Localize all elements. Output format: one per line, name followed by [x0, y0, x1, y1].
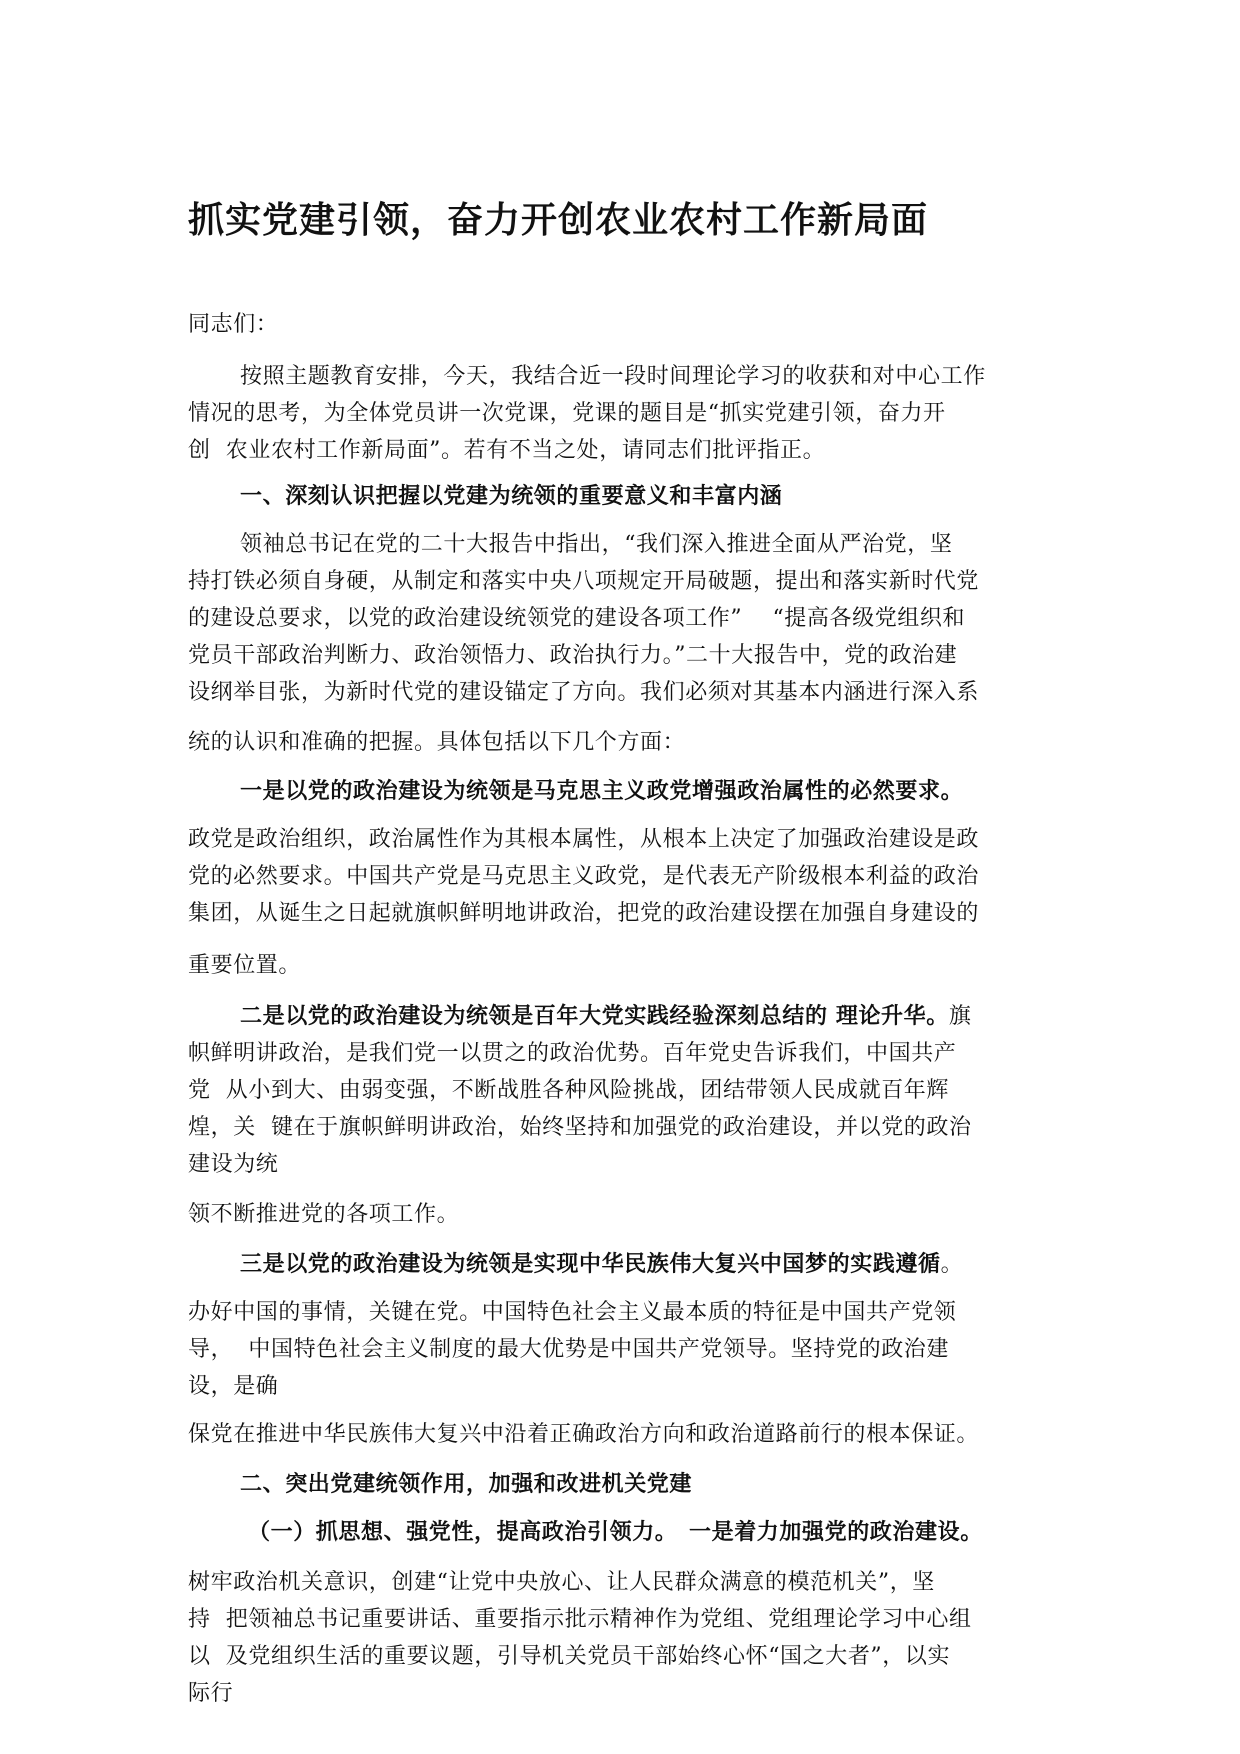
line-text: 情况的思考，为全体党员讲一次党课，党课的题目是“抓实党建引领，奋力开: [188, 401, 946, 426]
paragraph-line: [240, 358, 1110, 395]
line-text: 领不断推进党的各项工作。: [188, 1202, 460, 1227]
line-text: 党的必然要求。中国共产党是马克思主义政党，是代表无产阶级根本利益的政治: [188, 864, 980, 889]
line-text: 一是以党的政治建设为统领是马克思主义政党增强政治属性的必然要求。: [240, 778, 964, 804]
line-text: 以 及党组织生活的重要议题，引导机关党员干部始终心怀“国之大者”，以实: [188, 1644, 951, 1669]
paragraph-line: [188, 895, 1058, 932]
section-heading-line: [240, 1466, 1110, 1503]
line-text: 持打铁必须自身硬，从制定和落实中央八项规定开局破题，提出和落实新时代党: [188, 569, 980, 594]
paragraph-line: [188, 1601, 1058, 1638]
paragraph-line: [188, 306, 1058, 343]
paragraph-line: [188, 1035, 1058, 1072]
line-text: 设纲举目张，为新时代党的建设锚定了方向。我们必须对其基本内涵进行深入系: [188, 680, 980, 705]
line-text: 重要位置。: [188, 953, 302, 978]
line-text: （一）抓思想、强党性，提高政治引领力。 一是着力加强党的政治建设。: [248, 1519, 983, 1545]
paragraph-line: [188, 1564, 1058, 1601]
section-heading-line: [240, 998, 1110, 1035]
line-text: 建设为统: [188, 1152, 279, 1177]
paragraph-line: [188, 1294, 1058, 1331]
section-heading-line: [240, 478, 1110, 515]
paragraph-line: [188, 1331, 1058, 1368]
paragraph-line: [188, 1416, 1058, 1453]
paragraph-line: [188, 674, 1058, 711]
paragraph-line: [188, 1675, 1058, 1712]
line-text: 创 农业农村工作新局面”。若有不当之处，请同志们批评指正。: [188, 438, 826, 463]
line-text: 二、突出党建统领作用，加强和改进机关党建: [240, 1471, 693, 1497]
paragraph-line: [188, 1109, 1058, 1146]
paragraph-line: [188, 432, 1058, 469]
line-text: 设，是确: [188, 1374, 279, 1399]
paragraph-line: [188, 858, 1058, 895]
line-text: 二是以党的政治建设为统领是百年大党实践经验深刻总结的 理论升华。: [240, 1003, 949, 1029]
line-text: 际行: [188, 1681, 234, 1706]
line-text: 一、深刻认识把握以党建为统领的重要意义和丰富内涵: [240, 483, 783, 509]
line-tail-text: 。: [940, 1252, 964, 1277]
section-heading-line: [248, 1514, 1118, 1551]
paragraph-line: [188, 821, 1058, 858]
line-text: 三是以党的政治建设为统领是实现中华民族伟大复兴中国梦的实践遵循: [240, 1251, 941, 1277]
line-text: 导， 中国特色社会主义制度的最大优势是中国共产党领导。坚持党的政治建: [188, 1337, 949, 1362]
line-text: 的建设总要求，以党的政治建设统领党的建设各项工作” “提高各级党组织和: [188, 606, 966, 631]
paragraph-line: [188, 1072, 1058, 1109]
line-text: 政党是政治组织，政治属性作为其根本属性，从根本上决定了加强政治建设是政: [188, 827, 980, 852]
line-text: 集团，从诞生之日起就旗帜鲜明地讲政治，把党的政治建设摆在加强自身建设的: [188, 901, 980, 926]
paragraph-line: [240, 526, 1110, 563]
paragraph-line: [188, 1196, 1058, 1233]
section-heading-line: [240, 773, 1110, 810]
line-text: 持 把领袖总书记重要讲话、重要指示批示精神作为党组、党组理论学习中心组: [188, 1607, 972, 1632]
line-tail-text: 旗: [948, 1004, 972, 1029]
paragraph-line: [188, 395, 1058, 432]
paragraph-line: [188, 1368, 1058, 1405]
paragraph-line: [188, 1146, 1058, 1183]
paragraph-line: [188, 1638, 1058, 1675]
line-text: 按照主题教育安排，今天，我结合近一段时间理论学习的收获和对中心工作: [240, 364, 986, 389]
line-text: 领袖总书记在党的二十大报告中指出，“我们深入推进全面从严治党，坚: [240, 532, 953, 557]
document-title: 抓实党建引领，奋力开创农业农村工作新局面: [188, 200, 929, 241]
paragraph-line: [188, 563, 1058, 600]
line-text: 保党在推进中华民族伟大复兴中沿着正确政治方向和政治道路前行的根本保证。: [188, 1422, 980, 1447]
line-text: 办好中国的事情，关键在党。中国特色社会主义最本质的特征是中国共产党领: [188, 1300, 957, 1325]
line-text: 树牢政治机关意识，创建“让党中央放心、让人民群众满意的模范机关”，坚: [188, 1570, 935, 1595]
paragraph-line: [188, 637, 1058, 674]
paragraph-line: [188, 947, 1058, 984]
line-text: 煌，关 键在于旗帜鲜明讲政治，始终坚持和加强党的政治建设，并以党的政治: [188, 1115, 972, 1140]
line-text: 帜鲜明讲政治，是我们党一以贯之的政治优势。百年党史告诉我们，中国共产: [188, 1041, 957, 1066]
line-text: 党员干部政治判断力、政治领悟力、政治执行力。”二十大报告中，党的政治建: [188, 643, 958, 668]
section-heading-line: [240, 1246, 1110, 1283]
line-text: 同志们：: [188, 312, 279, 337]
paragraph-line: [188, 600, 1058, 637]
paragraph-line: [188, 724, 1058, 761]
line-text: 统的认识和准确的把握。具体包括以下几个方面：: [188, 730, 686, 755]
line-text: 党 从小到大、由弱变强，不断战胜各种风险挑战，团结带领人民成就百年辉: [188, 1078, 949, 1103]
